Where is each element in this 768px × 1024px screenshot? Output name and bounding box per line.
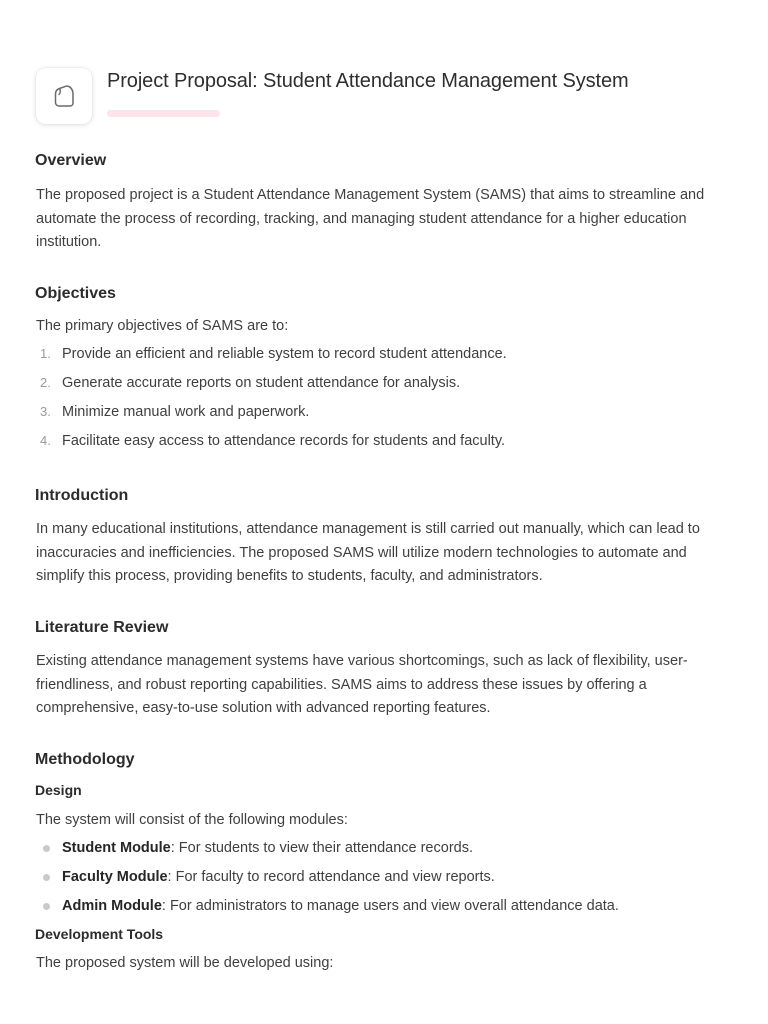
overview-heading: Overview — [35, 152, 107, 169]
methodology-heading: Methodology — [35, 751, 135, 768]
page-title: Project Proposal: Student Attendance Management System — [107, 70, 629, 92]
list-item-text: Generate accurate reports on student attendance for analysis. — [62, 374, 461, 391]
objectives-list — [35, 344, 735, 460]
list-item-number: 3. — [40, 403, 51, 419]
list-item — [35, 838, 735, 867]
list-item — [35, 867, 735, 896]
objectives-heading: Objectives — [35, 285, 116, 302]
objectives-intro: The primary objectives of SAMS are to: — [36, 318, 289, 334]
list-item — [35, 402, 735, 431]
list-item-number: 4. — [40, 432, 51, 448]
literature-review-section — [35, 617, 735, 721]
literature-review-heading: Literature Review — [35, 619, 169, 636]
overview-section — [35, 150, 735, 255]
module-description: : For administrators to manage users and view overall attendance data. — [161, 897, 619, 914]
module-description: : For faculty to record attendance and view reports. — [167, 868, 495, 885]
development-tools-subheading: Development Tools — [35, 925, 164, 942]
list-item-number: 2. — [40, 374, 51, 390]
design-intro: The system will consist of the following modules: — [36, 812, 348, 828]
module-description: : For students to view their attendance records. — [170, 839, 473, 856]
list-item-text: Provide an efficient and reliable system to record student attendance. — [62, 345, 507, 362]
list-item-text: Facilitate easy access to attendance records for students and faculty. — [62, 432, 506, 449]
development-tools-intro: The proposed system will be developed using: — [36, 954, 334, 971]
list-item-text: Minimize manual work and paperwork. — [62, 403, 310, 420]
introduction-paragraph: In many educational institutions, attendance management is still carried out manually, which can lead to inaccuracies and inefficiencies. The proposed SAMS will utilize modern technologies to automate and simplify this process, providing benefits to students, faculty, and administrators. — [36, 521, 700, 584]
module-name: Faculty Module — [62, 868, 168, 885]
title-accent-bar — [107, 110, 220, 117]
overview-paragraph: The proposed project is a Student Attendance Management System (SAMS) that aims to streamline and automate the process of recording, tracking, and managing student attendance for a higher education institution. — [36, 187, 705, 250]
modules-list — [35, 838, 735, 925]
list-item — [35, 373, 735, 402]
introduction-section — [35, 485, 735, 589]
list-item-number: 1. — [40, 345, 51, 361]
document-icon — [36, 68, 92, 124]
module-name: Admin Module — [62, 897, 162, 914]
introduction-heading: Introduction — [35, 487, 129, 504]
list-item — [35, 344, 735, 373]
list-item — [35, 896, 735, 925]
bullet-icon — [43, 845, 50, 852]
design-subheading: Design — [35, 782, 82, 798]
list-item — [35, 431, 735, 460]
bullet-icon — [43, 874, 50, 881]
document-outline-icon — [51, 83, 77, 109]
methodology-section — [35, 749, 735, 975]
document-header — [36, 68, 736, 128]
module-name: Student Module — [62, 839, 171, 856]
objectives-section — [35, 283, 735, 460]
bullet-icon — [43, 903, 50, 910]
literature-review-paragraph: Existing attendance management systems have various shortcomings, such as lack of flexibility, user-friendliness, and robust reporting capabilities. SAMS aims to address these issues by offering a comprehensive, easy-to-use solution with advanced reporting features. — [36, 653, 688, 716]
